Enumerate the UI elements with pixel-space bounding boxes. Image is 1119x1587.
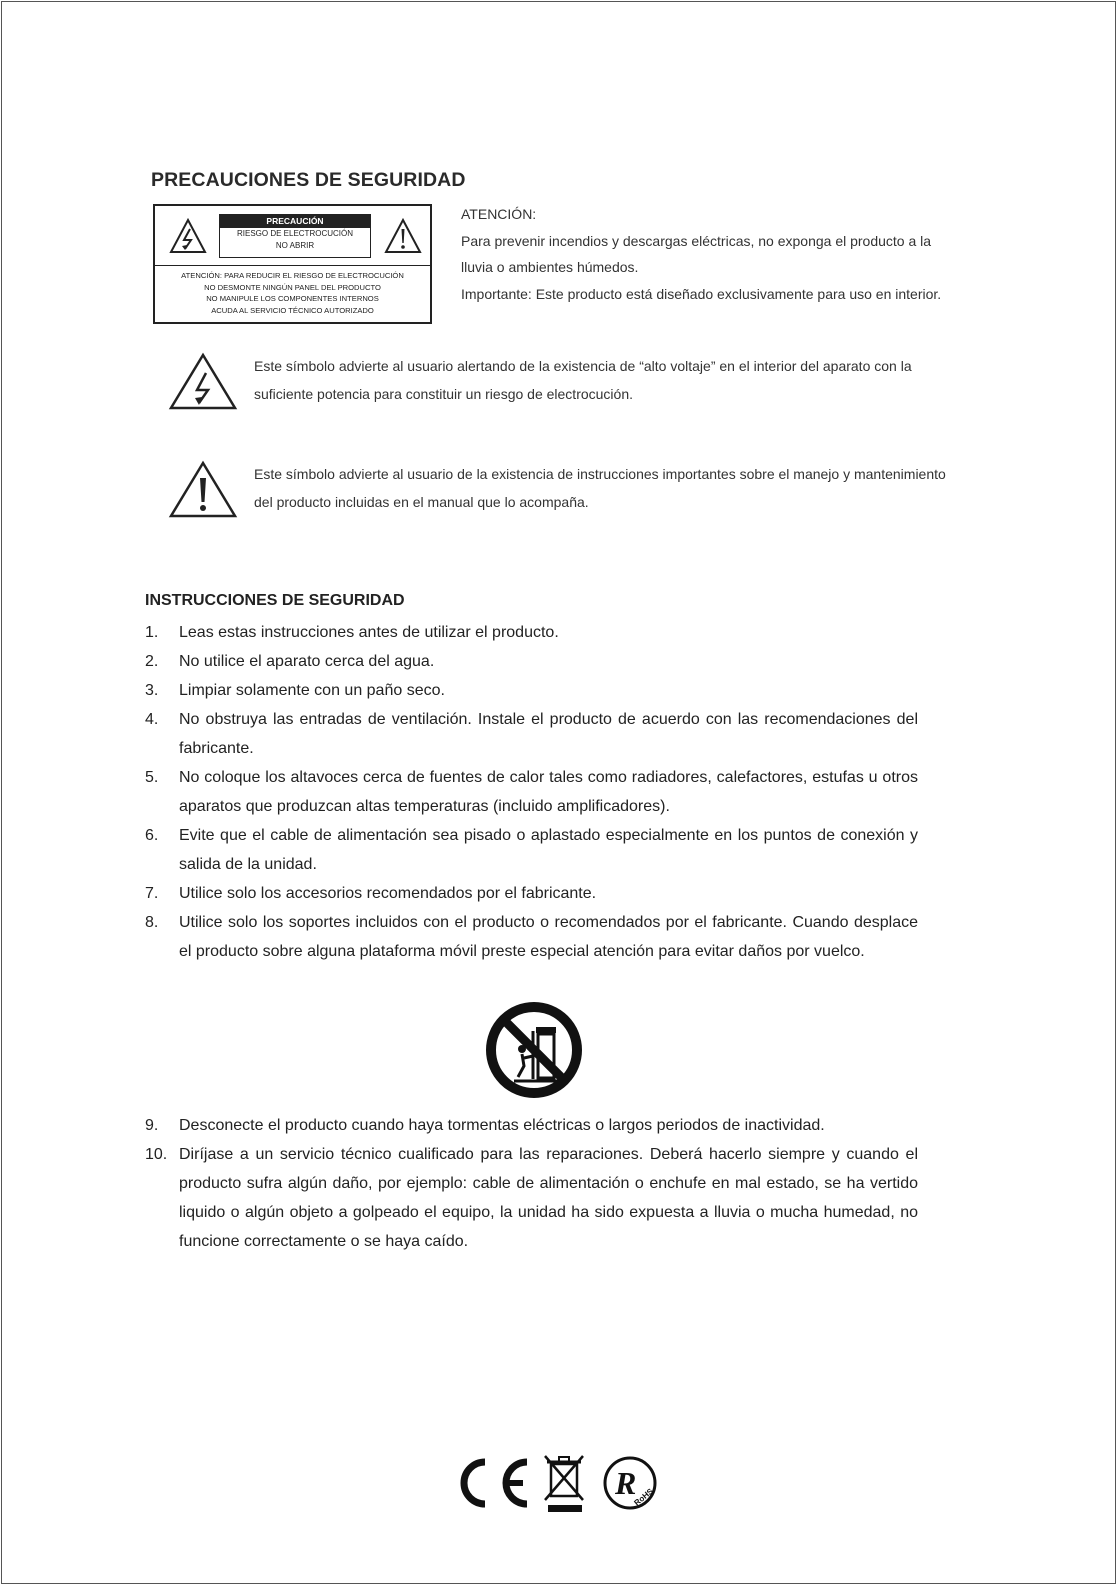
instructions-list-continued bbox=[145, 1111, 918, 1256]
list-item bbox=[145, 821, 918, 879]
svg-text:R: R bbox=[615, 1465, 637, 1501]
lightning-triangle-icon bbox=[169, 218, 207, 254]
label-divider bbox=[155, 265, 430, 266]
warning-label bbox=[153, 204, 432, 324]
item-number: 3. bbox=[145, 682, 159, 699]
label-center-box bbox=[219, 214, 371, 258]
item-text: Utilice solo los accesorios recomendados por el fabricante. bbox=[179, 885, 597, 902]
compliance-marks bbox=[451, 1450, 671, 1516]
label-head: PRECAUCIÓN bbox=[220, 215, 370, 228]
label-sub-2: NO ABRIR bbox=[275, 241, 315, 250]
item-text: Desconecte el producto cuando haya tormentas eléctricas o largos periodos de inactividad. bbox=[179, 1117, 825, 1134]
list-item bbox=[145, 1140, 918, 1256]
symbol-text-instructions: Este símbolo advierte al usuario de la existencia de instrucciones importantes sobre el manejo y mantenimiento del producto incluidas en el manual que lo acompaña. bbox=[254, 466, 946, 510]
item-number: 1. bbox=[145, 624, 159, 641]
list-item bbox=[145, 618, 918, 647]
label-sub-1: RIESGO DE ELECTROCUCIÓN bbox=[236, 229, 353, 238]
item-number: 9. bbox=[145, 1117, 159, 1134]
instructions-title: INSTRUCCIONES DE SEGURIDAD bbox=[145, 592, 405, 609]
item-text: Diríjase a un servicio técnico cualificado para las reparaciones. Deberá hacerlo siempre y cuando el producto sufra algún daño, por ejemplo: cable de alimentación o enchufe en mal estado, se ha vertido liquido o algún objeto a golpeado el equipo, la unidad ha sido expuesta a lluvia o mucha humedad, no funcione correctamente o se haya caído. bbox=[179, 1146, 918, 1250]
item-text: Leas estas instrucciones antes de utilizar el producto. bbox=[179, 624, 559, 641]
rohs-label: RoHS bbox=[632, 1486, 655, 1508]
list-item bbox=[145, 763, 918, 821]
attention-paragraph-1: Para prevenir incendios y descargas eléctricas, no exponga el producto a la lluvia o ambientes húmedos. bbox=[461, 232, 932, 275]
label-line-2: NO DESMONTE NINGÚN PANEL DEL PRODUCTO bbox=[204, 282, 381, 292]
weee-bin-icon bbox=[545, 1456, 583, 1512]
item-number: 5. bbox=[145, 769, 159, 786]
item-text: Limpiar solamente con un paño seco. bbox=[179, 682, 445, 699]
label-line-3: NO MANIPULE LOS COMPONENTES INTERNOS bbox=[206, 294, 379, 303]
item-number: 8. bbox=[145, 914, 159, 931]
attention-heading: ATENCIÓN: bbox=[461, 206, 537, 222]
item-number: 4. bbox=[145, 711, 159, 728]
item-text: No obstruya las entradas de ventilación. Instale el producto de acuerdo con las recomendaciones del fabricante. bbox=[179, 711, 918, 757]
list-item bbox=[145, 705, 918, 763]
ce-mark-icon bbox=[464, 1462, 527, 1504]
cart-tip-over-warning-icon bbox=[478, 1001, 590, 1099]
list-item bbox=[145, 908, 918, 966]
item-text: Evite que el cable de alimentación sea pisado o aplastado especialmente en los puntos de conexión y salida de la unidad. bbox=[179, 827, 918, 873]
item-text: No utilice el aparato cerca del agua. bbox=[179, 653, 435, 670]
item-number: 7. bbox=[145, 885, 159, 902]
exclamation-triangle-icon bbox=[384, 218, 422, 254]
item-number: 6. bbox=[145, 827, 159, 844]
list-item bbox=[145, 1111, 918, 1140]
label-line-4: ACUDA AL SERVICIO TÉCNICO AUTORIZADO bbox=[211, 305, 374, 315]
list-item bbox=[145, 676, 918, 705]
item-text: No coloque los altavoces cerca de fuentes de calor tales como radiadores, calefactores, estufas u otros aparatos que produzcan altas temperaturas (incluido amplificadores). bbox=[179, 769, 918, 815]
item-text: Utilice solo los soportes incluidos con el producto o recomendados por el fabricante. Cuando desplace el producto sobre alguna plataforma móvil preste especial atención para evitar daños por vuelco. bbox=[179, 914, 918, 960]
precautions-title: PRECAUCIONES DE SEGURIDAD bbox=[151, 169, 466, 191]
instructions-list bbox=[145, 618, 918, 966]
lightning-triangle-icon bbox=[168, 352, 238, 412]
item-number: 10. bbox=[145, 1146, 168, 1163]
list-item bbox=[145, 647, 918, 676]
item-number: 2. bbox=[145, 653, 159, 670]
exclamation-triangle-icon bbox=[168, 460, 238, 520]
rohs-icon bbox=[605, 1458, 655, 1508]
attention-block bbox=[461, 201, 961, 307]
list-item bbox=[145, 879, 918, 908]
attention-paragraph-2: Importante: Este producto está diseñado exclusivamente para uso en interior. bbox=[461, 285, 942, 302]
label-line-1: ATENCIÓN: PARA REDUCIR EL RIESGO DE ELECTROCUCIÓN bbox=[181, 271, 404, 280]
symbol-text-high-voltage: Este símbolo advierte al usuario alertando de la existencia de “alto voltaje” en el interior del aparato con la suficiente potencia para constituir un riesgo de electrocución. bbox=[254, 358, 912, 402]
label-text bbox=[159, 270, 426, 316]
manual-page bbox=[1, 1, 1116, 1584]
